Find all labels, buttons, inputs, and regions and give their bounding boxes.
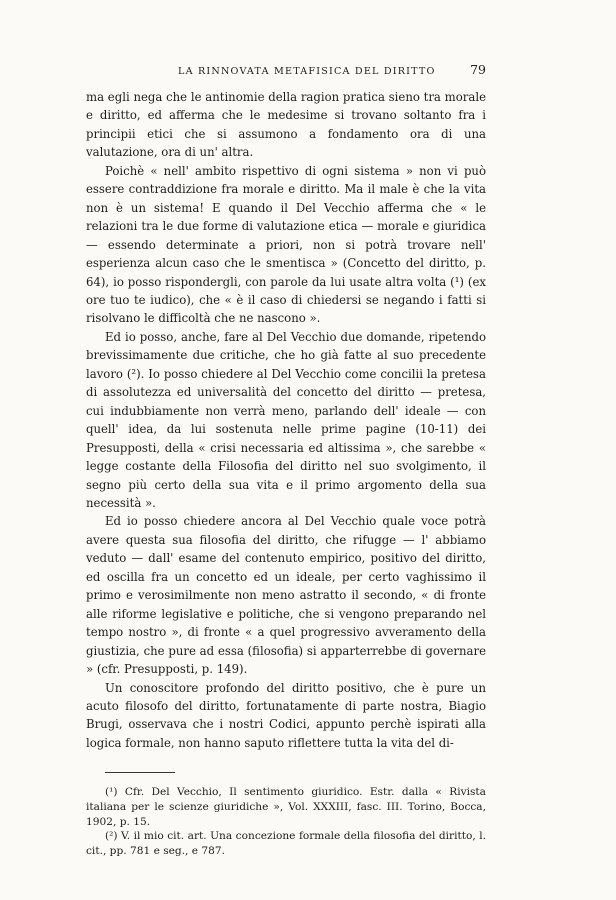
footnote-divider <box>105 772 175 773</box>
paragraph: Ed io posso chiedere ancora al Del Vecchio quale voce potrà avere questa sua filosofia del diritto, che rifugge — l' abbiamo veduto — dall' esame del contenuto empirico, positivo del diritto, ed oscilla fra un concetto ed un ideale, per certo vaghissimo il primo e verosimilmente non meno astratto il secondo, « di fronte alle riforme legislative e politiche, che si vengono preparando nel tempo nostro », di fronte « a quel progressivo avveramento della giustizia, che pure ad essa (filosofia) si apparterrebbe di governare » (cfr. Presupposti, p. 149). <box>86 514 486 677</box>
running-title: LA RINNOVATA METAFISICA DEL DIRITTO <box>178 66 436 77</box>
footnote: (¹) Cfr. Del Vecchio, Il sentimento giuridico. Estr. dalla « Rivista italiana per le scienze giuridiche », Vol. XXXIII, fasc. III. Torino, Bocca, 1902, p. 15. <box>86 786 486 828</box>
page-number: 79 <box>470 62 486 77</box>
paragraph: Poichè « nell' ambito rispettivo di ogni sistema » non vi può essere contraddizione fra morale e diritto. Ma il male è che la vita non è un sistema! E quando il Del Vecchio afferma che « le relazioni tra le due forme di valutazione etica — morale e giuridica — essendo determinate a priori, non si potrà trovare nell' esperienza alcun caso che le smentisca » (Concetto del diritto, p. 64), io posso rispondergli, con parole da lui usate altra volta (¹) (ex ore tuo te iudico), che « è il caso di chiedersi se negando i fatti si risolvano le difficoltà che ne nascono ». <box>86 163 486 326</box>
page-header <box>86 62 486 88</box>
footnotes <box>86 785 486 858</box>
paragraph: ma egli nega che le antinomie della ragion pratica sieno tra morale e diritto, ed afferma che le medesime si trovano soltanto fra i principii etici che si assumono a fondamento ora di una valutazione, ora di un' altra. <box>86 90 486 160</box>
paragraph: Un conoscitore profondo del diritto positivo, che è pure un acuto filosofo del diritto, fortunatamente di parte nostra, Biagio Brugi, osservava che i nostri Codici, appunto perchè ispirati alla logica formale, non hanno saputo riflettere tutta la vita del di- <box>86 680 486 750</box>
main-text <box>86 88 486 752</box>
book-page <box>86 62 486 858</box>
paragraph: Ed io posso, anche, fare al Del Vecchio due domande, ripetendo brevissimamente due critiche, che ho già fatte al suo precedente lavoro (²). Io posso chiedere al Del Vecchio come concilii la pretesa di assolutezza ed universalità del concetto del diritto — pretesa, cui indubbiamente non verrà meno, parlando dell' ideale — con quell' idea, da lui sostenuta nelle prime pagine (10-11) dei Presupposti, della « crisi necessaria ed altissima », che sarebbe « legge costante della Filosofia del diritto nel suo svolgimento, il segno più certo della sua vita e il primo argomento della sua necessità ». <box>86 329 486 510</box>
footnote: (²) V. il mio cit. art. Una concezione formale della filosofia del diritto, l. cit., pp. 781 e seg., e 787. <box>86 830 486 857</box>
